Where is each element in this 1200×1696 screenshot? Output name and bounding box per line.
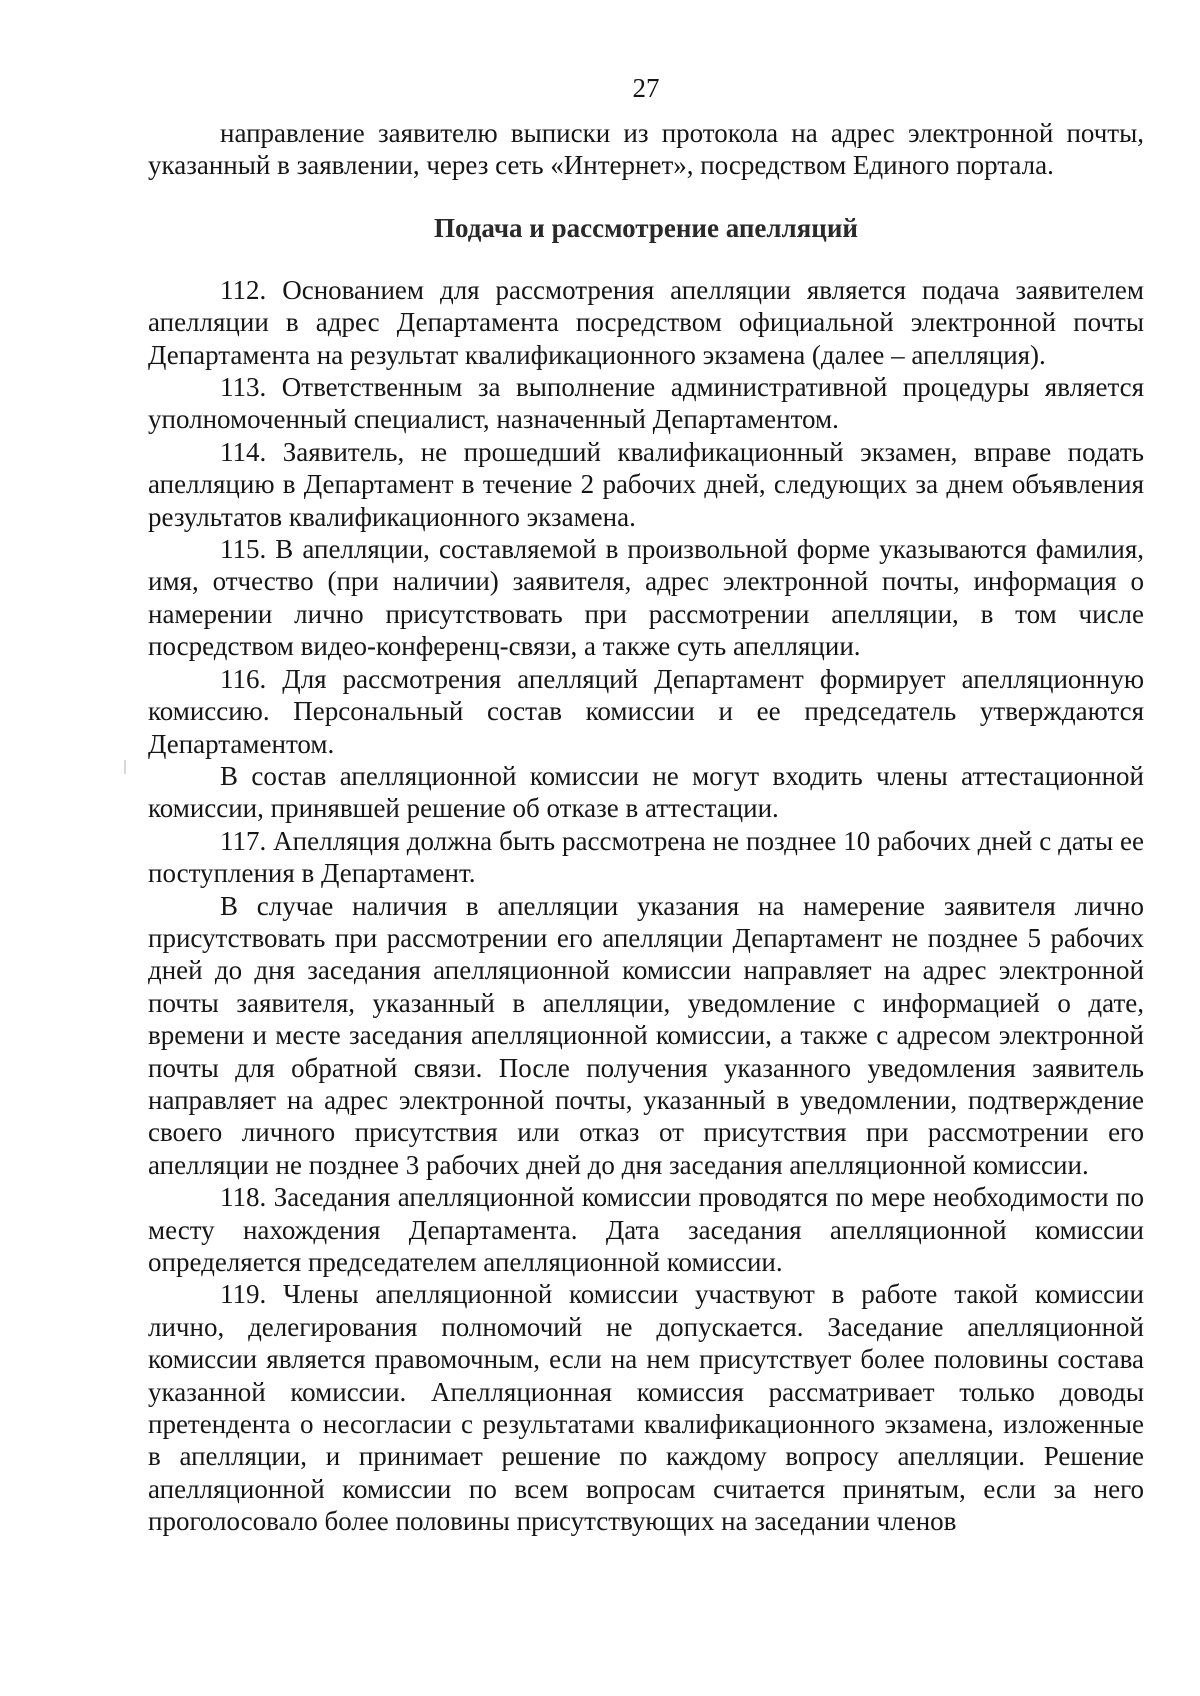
paragraph-113: 113. Ответственным за выполнение административной процедуры является уполномоченный специалист, назначенный Департаментом. xyxy=(148,372,1144,435)
paragraph-115: 115. В апелляции, составляемой в произвольной форме указываются фамилия, имя, отчество (при наличии) заявителя, адрес электронной почты, информация о намерении лично присутствовать при рассмотрении апелляции, в том числе посредством видео-конференц-связи, а также суть апелляции. xyxy=(148,534,1144,662)
paragraph-117: 117. Апелляция должна быть рассмотрена не позднее 10 рабочих дней с даты ее поступления в Департамент. xyxy=(148,825,1144,889)
paragraph-112: 112. Основанием для рассмотрения апелляции является подача заявителем апелляции в адрес Департамента посредством официальной электронной почты Департамента на результат квалификационного экзамена (далее – апелляция). xyxy=(148,274,1144,370)
paragraph-116-composition: В состав апелляционной комиссии не могут входить члены аттестационной комиссии, принявшей решение об отказе в аттестации. xyxy=(148,760,1144,824)
paragraph-119: 119. Члены апелляционной комиссии участвуют в работе такой комиссии лично, делегирования полномочий не допускается. Заседание апелляционной комиссии является правомочным, если на нем присутствует более половины состава указанной комиссии. Апелляционная комиссия рассматривает только доводы претендента о несогласии с результатами квалификационного экзамена, изложенные в апелляции, и принимает решение по каждому вопросу апелляции. Решение апелляционной комиссии по всем вопросам считается принятым, если за него проголосовало более половины присутствующих на заседании членов xyxy=(148,1279,1144,1537)
scan-artifact xyxy=(124,760,126,774)
intro-paragraph: направление заявителю выписки из протокола на адрес электронной почты, указанный в заявлении, через сеть «Интернет», посредством Единого портала. xyxy=(148,118,1144,181)
section-title: Подача и рассмотрение апелляций xyxy=(434,212,858,243)
page-number: 27 xyxy=(632,73,660,103)
paragraph-117-notification: В случае наличия в апелляции указания на намерение заявителя лично присутствовать при рассмотрении его апелляции Департамент не позднее 5 рабочих дней до дня заседания апелляционной комиссии направляет на адрес электронной почты заявителя, указанный в апелляции, уведомление с информацией о дате, времени и месте заседания апелляционной комиссии, а также с адресом электронной почты для обратной связи. После получения указанного уведомления заявитель направляет на адрес электронной почты, указанный в уведомлении, подтверждение своего личного присутствия или отказ от присутствия при рассмотрении его апелляции не позднее 3 рабочих дней до дня заседания апелляционной комиссии. xyxy=(148,890,1144,1180)
paragraph-114: 114. Заявитель, не прошедший квалификационный экзамен, вправе подать апелляцию в Департамент в течение 2 рабочих дней, следующих за днем объявления результатов квалификационного экзамена. xyxy=(148,436,1144,532)
paragraph-116: 116. Для рассмотрения апелляций Департамент формирует апелляционную комиссию. Персональный состав комиссии и ее председатель утверждаются Департаментом. xyxy=(148,663,1144,759)
paragraph-118: 118. Заседания апелляционной комиссии проводятся по мере необходимости по месту нахождения Департамента. Дата заседания апелляционной комиссии определяется председателем апелляционной комиссии. xyxy=(148,1182,1144,1277)
document-body xyxy=(148,117,1144,1538)
